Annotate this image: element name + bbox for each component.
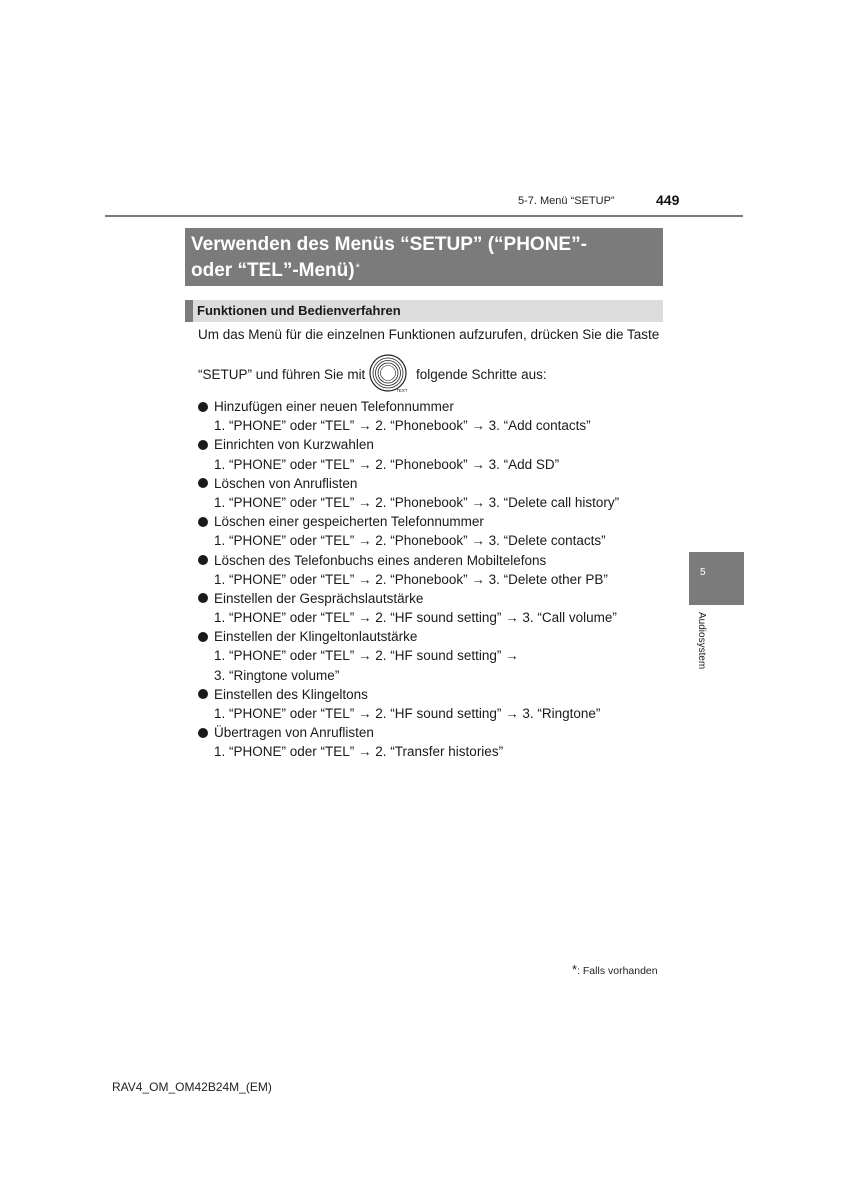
intro-line-2-after: folgende Schritte aus: xyxy=(416,367,547,382)
chapter-tab-number: 5 xyxy=(700,567,706,578)
list-item-heading xyxy=(198,685,668,704)
list-item-heading xyxy=(198,512,668,531)
list-item-steps: 3. “Ringtone volume” xyxy=(214,667,340,683)
list-item-label: Einstellen des Klingeltons xyxy=(214,686,368,702)
list-item-heading xyxy=(198,551,668,570)
list-item-heading xyxy=(198,723,668,742)
intro-line-2-before: “SETUP” und führen Sie mit xyxy=(198,367,366,382)
footnote xyxy=(572,962,658,977)
bullet-icon xyxy=(198,478,208,488)
list-item-heading xyxy=(198,435,668,454)
list-item xyxy=(198,589,668,627)
bullet-icon xyxy=(198,632,208,642)
header-rule xyxy=(105,215,743,217)
list-item-label: Übertragen von Anruflisten xyxy=(214,725,374,741)
bullet-icon xyxy=(198,555,208,565)
list-item-steps: 1. “PHONE” oder “TEL” → 2. “HF sound setting” → 3. “Call volume” xyxy=(214,610,617,626)
footnote-asterisk: * xyxy=(572,962,578,977)
chapter-tab xyxy=(689,552,744,605)
list-item xyxy=(198,551,668,589)
footnote-text: : Falls vorhanden xyxy=(577,965,658,977)
page-number: 449 xyxy=(656,192,680,208)
title-asterisk: * xyxy=(355,262,360,274)
bullet-icon xyxy=(198,402,208,412)
bullet-icon xyxy=(198,517,208,527)
page-title-line2 xyxy=(191,258,657,284)
bullet-icon xyxy=(198,593,208,603)
document-code: RAV4_OM_OM42B24M_(EM) xyxy=(112,1080,272,1094)
list-item xyxy=(198,685,668,723)
list-item-label: Hinzufügen einer neuen Telefonnummer xyxy=(214,399,454,415)
knob-label: TEXT xyxy=(396,388,408,393)
list-item-steps: 1. “PHONE” oder “TEL” → 2. “HF sound setting” → 3. “Ringtone” xyxy=(214,706,601,721)
chapter-label: Audiosystem xyxy=(696,612,707,670)
list-item-steps: 1. “PHONE” oder “TEL” → 2. “Transfer histories” xyxy=(214,744,504,760)
page-title xyxy=(185,228,663,286)
list-item-steps: 1. “PHONE” oder “TEL” → 2. “Phonebook” → 3. “Add SD” xyxy=(214,456,560,472)
list-item-steps: 1. “PHONE” oder “TEL” → 2. “Phonebook” → 3. “Add contacts” xyxy=(214,418,591,434)
list-item-steps: 1. “PHONE” oder “TEL” → 2. “HF sound setting” → xyxy=(214,648,519,664)
tune-knob-icon xyxy=(368,353,412,395)
bullet-icon xyxy=(198,728,208,738)
list-item-heading xyxy=(198,474,668,493)
list-item-label: Einstellen der Klingeltonlautstärke xyxy=(214,629,418,645)
list-item xyxy=(198,512,668,550)
list-item-steps: 1. “PHONE” oder “TEL” → 2. “Phonebook” → 3. “Delete call history” xyxy=(214,494,620,510)
page-title-line1: Verwenden des Menüs “SETUP” (“PHONE”- xyxy=(191,234,587,255)
list-item xyxy=(198,474,668,512)
page-title-line2-text: oder “TEL”-Menü) xyxy=(191,260,355,281)
list-item-steps: 1. “PHONE” oder “TEL” → 2. “Phonebook” → 3. “Delete other PB” xyxy=(214,571,608,587)
list-item-heading xyxy=(198,397,668,416)
list-item-label: Einrichten von Kurzwahlen xyxy=(214,437,374,453)
list-item xyxy=(198,435,668,473)
section-reference: 5-7. Menü “SETUP” xyxy=(518,195,615,207)
section-subheading: Funktionen und Bedienverfahren xyxy=(185,300,663,322)
list-item-steps: 1. “PHONE” oder “TEL” → 2. “Phonebook” → 3. “Delete contacts” xyxy=(214,533,606,549)
list-item-label: Löschen von Anruflisten xyxy=(214,475,358,491)
list-item-heading xyxy=(198,589,668,608)
list-item-label: Löschen des Telefonbuchs eines anderen Mobiltelefons xyxy=(214,552,547,568)
intro-line-1: Um das Menü für die einzelnen Funktionen aufzurufen, drücken Sie die Taste xyxy=(198,327,660,342)
bullet-icon xyxy=(198,440,208,450)
list-item xyxy=(198,723,668,761)
bullet-icon xyxy=(198,689,208,699)
list-item xyxy=(198,627,668,685)
procedure-list xyxy=(198,397,668,762)
list-item-label: Einstellen der Gesprächslautstärke xyxy=(214,590,424,606)
list-item-label: Löschen einer gespeicherten Telefonnummer xyxy=(214,514,484,530)
list-item xyxy=(198,397,668,435)
list-item-heading xyxy=(198,627,668,646)
